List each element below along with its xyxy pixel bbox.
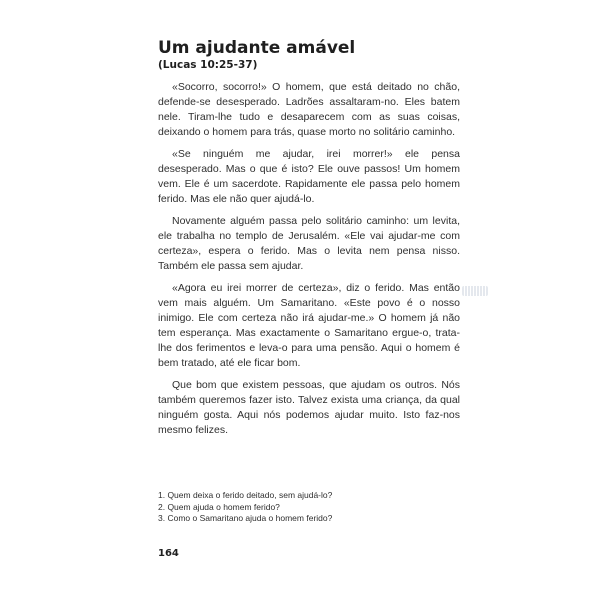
question-item: 1. Quem deixa o ferido deitado, sem ajudá-lo?: [158, 490, 333, 500]
question-item: 2. Quem ajuda o homem ferido?: [158, 501, 280, 512]
story-body: [158, 80, 460, 445]
watermark-mark: [462, 286, 488, 296]
story-paragraph: «Se ninguém me ajudar, irei morrer!» ele pensa desesperado. Mas o que é isto? Ele ouve passos! Um homem vem. Ele é um sacerdote. Rapidamente ele passa pelo homem ferido. Mas ele não quer ajudá-lo.: [158, 148, 460, 205]
page-number: 164: [158, 548, 179, 559]
story-paragraph: «Agora eu irei morrer de certeza», diz o ferido. Mas então vem mais alguém. Um Samaritano. «Este povo é o nosso inimigo. Ele com certeza não irá ajudar-me.» O homem já não tem esperança. Mas exactamente o Samaritano ergue-o, trata-lhe dos ferimentos e leva-o para uma pensão. Aqui o homem é bem tratado, até ele ficar bom.: [158, 282, 460, 369]
story-paragraph: Que bom que existem pessoas, que ajudam os outros. Nós também queremos fazer isto. Talvez exista uma criança, da qual ninguém gosta. Aqui nós podemos ajudar muito. Isto faz-nos mesmo felizes.: [158, 379, 460, 436]
story-paragraph: «Socorro, socorro!» O homem, que está deitado no chão, defende-se desesperado. Ladrões assaltaram-no. Eles batem nele. Tiram-lhe tudo e desaparecem com as suas coisas, deixando o homem para trás, quase morto no solitário caminho.: [158, 81, 460, 138]
question-item: 3. Como o Samaritano ajuda o homem ferido?: [158, 513, 333, 523]
question-list: [158, 490, 460, 525]
bible-reference: (Lucas 10:25-37): [158, 59, 258, 71]
story-title: Um ajudante amável: [158, 38, 356, 58]
story-paragraph: Novamente alguém passa pelo solitário caminho: um levita, ele trabalha no templo de Jerusalém. «Ele vai ajudar-me com certeza», espera o ferido. Mas o levita nem pensa nisso. Também ele passa sem ajudar.: [158, 215, 460, 272]
